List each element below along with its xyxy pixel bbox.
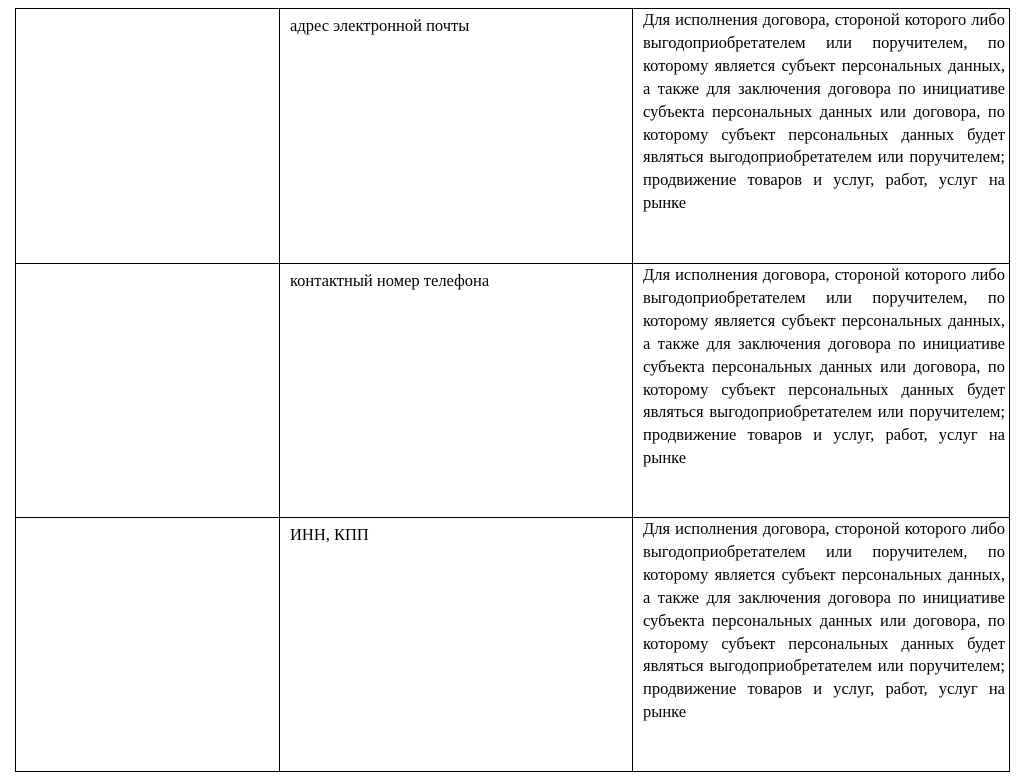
table-row xyxy=(16,518,1010,772)
purpose-cell xyxy=(633,9,1010,264)
purpose-cell xyxy=(633,518,1010,772)
category-cell xyxy=(16,518,280,772)
data-item-text: ИНН, КПП xyxy=(290,525,369,544)
category-cell xyxy=(16,9,280,264)
category-cell xyxy=(16,264,280,518)
data-item-cell xyxy=(280,264,633,518)
table-row xyxy=(16,9,1010,264)
purpose-cell xyxy=(633,264,1010,518)
data-item-text: контактный номер телефона xyxy=(290,271,490,290)
table-row xyxy=(16,264,1010,518)
personal-data-table xyxy=(15,8,1010,772)
purpose-text: Для исполнения договора, стороной которого либо выгодоприобретателем или поручителем, по которому является субъект персональных данных, а также для заключения договора по инициативе субъекта персональных данных или договора, по которому субъект персональных данных будет являться выгодоприобретателем или поручителем; продвижение товаров и услуг, работ, услуг на рынке xyxy=(643,265,1005,468)
purpose-text: Для исполнения договора, стороной которого либо выгодоприобретателем или поручителем, по которому является субъект персональных данных, а также для заключения договора по инициативе субъекта персональных данных или договора, по которому субъект персональных данных будет являться выгодоприобретателем или поручителем; продвижение товаров и услуг, работ, услуг на рынке xyxy=(643,10,1005,213)
purpose-text: Для исполнения договора, стороной которого либо выгодоприобретателем или поручителем, по которому является субъект персональных данных, а также для заключения договора по инициативе субъекта персональных данных или договора, по которому субъект персональных данных будет являться выгодоприобретателем или поручителем; продвижение товаров и услуг, работ, услуг на рынке xyxy=(643,519,1005,722)
data-item-cell xyxy=(280,9,633,264)
data-item-text: адрес электронной почты xyxy=(290,16,470,35)
data-item-cell xyxy=(280,518,633,772)
